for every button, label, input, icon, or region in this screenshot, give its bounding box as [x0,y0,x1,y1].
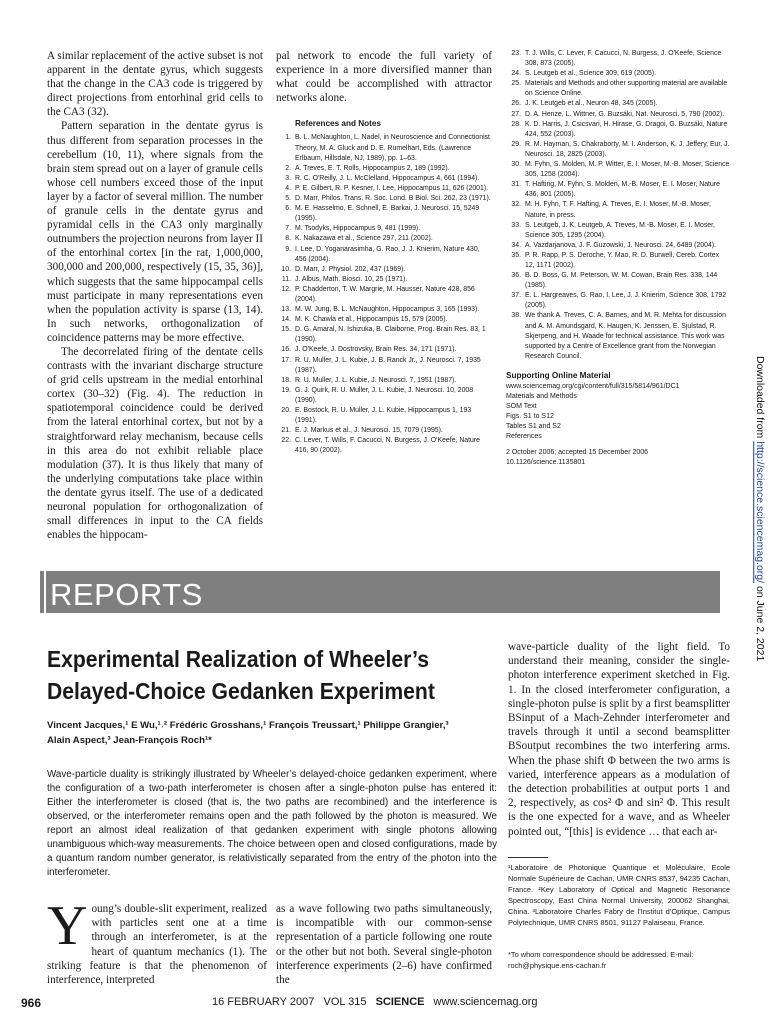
drop-cap: Y [47,895,88,957]
reference-number: 15. [281,326,291,334]
reference-text: D. G. Amaral, N. Ishizuka, B. Claiborne, Prog. Brain Res. 83, 1 (1990). [295,326,486,344]
som-item: References [506,432,542,440]
reference-item [506,291,730,311]
reference-item [506,311,730,361]
reference-item [276,164,492,174]
reports-banner [36,571,720,613]
reference-text: M. Fyhn, S. Molden, M. P. Witter, E. I. Moser, M.-B. Moser, Science 305, 1258 (2004). [525,161,730,179]
reference-text: Materials and Methods and other supporting material are available on Science Online. [525,80,728,98]
reference-text: J. O'Keefe, J. Dostrovsky, Brain Res. 34, 171 (1971). [295,346,457,354]
reference-text: I. Lee, D. Yoganarasimha, G. Rao, J. J. Knierim, Nature 430, 456 (2004). [295,245,480,263]
top-left-column [47,49,263,542]
reference-text: We thank A. Treves, C. A. Barnes, and M. R. Mehta for discussion and A. M. Amundsgard, K. Haugen, K. Jenssen, E. Sjulstad, R. Skjerpeng, and H. Waade for technical assistance. This work was supported by a Centre of Excellence grant from the Norwegian Research Council. [525,312,726,360]
som-item: SOM Text [506,402,537,410]
correspondence-note: *To whom correspondence should be addressed. E-mail: roch@physique.ens-cachan.fr [508,950,694,970]
abstract: Wave-particle duality is strikingly illustrated by Wheeler’s delayed-choice gedanken experiment, where the configuration of a two-path interferometer is chosen after a single-photon pulse has entered it: Either the interferometer is closed (that is, the two paths are recombined) and the interference is observed, or the interferometer remains open and the path followed by the photon is measured. We report an almost ideal realization of that gedanken experiment with single photons allowing unambiguous which-way measurements. The choice between open and closed configurations, made by a quantum random number generator, is relativistically separated from the entry of the photon into the interferometer. [47,769,497,878]
paragraph: pal network to encode the full variety of experience in a more diversified manner than what could be accomplished with attractor networks alone. [276,50,492,105]
reference-number: 37. [511,292,521,300]
reference-item [276,325,492,345]
issue-date: 16 FEBRUARY 2007 [212,996,315,1008]
reference-item [276,436,492,456]
received-accepted-dates [506,448,730,468]
reference-number: 20. [281,407,291,414]
reference-number: 13. [281,306,291,314]
reference-item [276,275,492,285]
reference-item [506,69,730,79]
reference-number: 14. [281,316,291,324]
reference-text: B. D. Boss, G. M. Peterson, W. M. Cowan, Brain Res. 338, 144 (1985). [525,272,718,290]
title-line: Delayed-Choice Gedanken Experiment [47,678,435,704]
reference-item [506,180,730,200]
reference-number: 2. [285,164,291,172]
reference-text: J. K. Leutgeb et al., Neuron 48, 345 (2005). [525,100,658,108]
authors-line: Alain Aspect,³ Jean-François Roch¹* [47,735,212,746]
reference-text: R. M. Hayman, S. Chakraborty, M. I. Anderson, K. J. Jeffery, Eur. J. Neurosci. 18, 2825 (2003). [525,140,730,158]
reference-number: 35. [511,251,521,259]
reference-item [276,133,492,163]
download-link[interactable]: http://science.sciencemag.org/ [754,441,766,584]
reference-number: 29. [511,140,521,148]
paragraph: The decorrelated firing of the dentate cells contrasts with the invariant discharge structure of grid cells upstream in the medial entorhinal cortex (30–32) (Fig. 4). The reduction in spatiotemporal coincidence could be derived from the lateral entorhinal cortex, but not by a straightforward relay mechanism, because cells in this area do not exhibit reliable place modulation (37). It is thus likely that many of the underlying computations take place within the dentate gyrus itself. The use of a dedicated neuronal population for orthogonalization of small differences in input to the CA fields enables the hippocam- [47,345,263,542]
reference-number: 24. [511,70,521,78]
reference-text: S. Leutgeb, J. K. Leutgeb, A. Treves, M.-B. Moser, E. I. Moser, Science 305, 1295 (2004). [525,221,715,239]
body-column-middle: as a wave following two paths simultaneously, is incompatible with our common-sense representation of a particle following one route or the other but not both. Several single-photon interference experiments (2–6) have confirmed the [276,903,492,987]
reference-text: K. D. Harris, J. Csicsvari, H. Hirase, G. Dragoi, G. Buzsáki, Nature 424, 552 (2003). [525,120,728,138]
banner-mark [36,571,40,613]
reference-item [276,245,492,265]
som-item: Figs. S1 to S12 [506,412,554,420]
reference-number: 17. [281,356,291,364]
reference-item [506,271,730,291]
paragraph: Pattern separation in the dentate gyrus is thus different from separation processes in the cerebellum (10, 11), where signals from the brain stem spread out on a layer of granule cells whose cell numbers exceed those of the input layer by a factor of several million. The number of granule cells in the dentate gyrus and pyramidal cells in the CA3 only marginally outnumbers the projection neurons from layer II of the entorhinal cortex [in the rat, 1,000,000, 300,000 and 200,000, respectively (15, 35, 36)], which suggests that the same hippocampal cells must participate in many representations even when the population activity is sparse (13, 14). In such networks, orthogonalization of coincidence patterns may be more effective. [47,120,263,344]
reference-number: 34. [511,241,521,249]
body-text: oung’s double-slit experiment, realized with particles sent one at a time through an interferometer, is at the heart of quantum mechanics (1). The striking feature is that the phenomenon of interference, interpreted [47,903,267,987]
footnote-rule [508,857,548,858]
reference-text: E. Bostock, R. U. Muller, J. L. Kubie, Hippocampus 1, 193 (1991). [295,407,472,425]
reference-number: 27. [511,110,521,118]
reference-number: 5. [285,195,291,203]
body-column-right: wave-particle duality of the light field. To understand their meaning, consider the single-photon interference experiment sketched in Fig. 1. In the closed interferometer configuration, a single-photon pulse is split by a first beamsplitter BSinput of a Mach-Zehnder interferometer and travels through it until a second beamsplitter BSoutput recombines the two interfering arms. When the phase shift Φ between the two arms is varied, interference appears as a modulation of the detection probabilities at output ports 1 and 2, respectively, as cos² Φ and sin² Φ. This result is the one expected for a wave, and as Wheeler pointed out, “[this] is evidence … that each ar- [508,641,730,838]
reference-number: 33. [511,221,521,229]
reference-text: J. Albus, Math. Biosci. 10, 25 (1971). [295,275,408,283]
reference-number: 38. [511,312,521,320]
reference-text: B. L. McNaughton, L. Nadel, in Neuroscience and Connectionist Theory, M. A. Gluck and D. E. Rumelhart, Eds. (Lawrence Erlbaum, Hillsdale, NJ, 1989), pp. 1–63. [295,134,490,162]
reference-item [276,345,492,355]
reference-item [276,406,492,426]
reference-item [506,120,730,140]
footer-info [212,996,537,1008]
reference-text: M. Tsodyks, Hippocampus 9, 481 (1999). [295,225,421,233]
reference-item [276,174,492,184]
reference-text: R. C. O'Reilly, J. L. McClelland, Hippocampus 4, 661 (1994). [295,174,480,182]
reference-number: 16. [281,346,291,354]
reference-number: 4. [285,184,291,192]
reference-number: 6. [285,205,291,213]
journal-name: SCIENCE [375,996,425,1008]
dates-line: 2 October 2006; accepted 15 December 2006 [506,448,649,456]
reference-text: M. K. Chawla et al., Hippocampus 15, 579 (2005). [295,316,448,324]
reference-item [506,160,730,180]
reference-item [276,265,492,275]
reference-number: 25. [511,80,521,88]
reference-number: 19. [281,386,291,394]
title-line: Experimental Realization of Wheeler’s [47,646,429,672]
reference-number: 1. [285,134,291,142]
reference-item [506,99,730,109]
reference-number: 9. [285,245,291,253]
reference-number: 32. [511,201,521,209]
reference-text: M. W. Jung, B. L. McNaughton, Hippocampus 3, 165 (1993). [295,306,480,314]
download-prefix: Downloaded from [754,356,766,442]
reference-text: D. A. Henze, L. Wittner, G. Buzsáki, Nat. Neurosci. 5, 790 (2002). [525,110,725,118]
affiliations: ¹Laboratoire de Photonique Quantique et Moléculaire, Ecole Normale Supérieure de Cachan, UMR CNRS 8537, 94235 Cachan, France. ²Key Laboratory of Optical and Magnetic Resonance Spectroscopy, East China Normal University, 200062 Shanghai, China. ³Laboratoire Charles Fabry de l’Institut d’Optique, Campus Polytechnique, UMR CNRS 8501, 91127 Palaiseau, France. [508,863,730,927]
som-list [506,382,730,442]
reference-item [276,234,492,244]
reference-number: 8. [285,235,291,243]
reference-item [506,79,730,99]
reference-text: G. J. Quirk, R. U. Muller, J. L. Kubie, J. Neurosci. 10, 2008 (1990). [295,386,474,404]
reference-text: C. Lever, T. Wills, F. Cacucci, N. Burgess, J. O'Keefe, Nature 416, 90 (2002). [295,437,480,455]
reference-number: 3. [285,174,291,182]
banner-mark [44,571,46,613]
authors-line: Vincent Jacques,¹ E Wu,¹˒² Frédéric Grosshans,¹ François Treussart,¹ Philippe Grangier,³ [47,720,449,731]
reference-text: E. J. Markus et al., J. Neurosci. 15, 7079 (1995). [295,427,443,435]
reference-number: 18. [281,376,291,384]
reference-item [506,49,730,69]
reference-item [276,204,492,224]
top-middle-column [276,49,492,456]
reference-item [276,426,492,436]
reference-item [276,356,492,376]
reference-item [506,140,730,160]
reference-text: M. E. Hasselmo, E. Schnell, E. Barkai, J. Neurosci. 15, 5249 (1995). [295,205,480,223]
paragraph: A similar replacement of the active subset is not apparent in the dentate gyrus, which suggests that the change in the CA3 code is triggered by direct projections from entorhinal grid cells to the CA3 (32). [47,50,263,119]
reference-item [276,194,492,204]
section-title: REPORTS [50,577,203,612]
reference-number: 10. [281,265,291,273]
som-item: Materials and Methods [506,392,577,400]
top-right-column [506,49,730,468]
reference-item [276,315,492,325]
reference-text: T. Hafting, M. Fyhn, S. Molden, M.-B. Moser, E. I. Moser, Nature 436, 801 (2005). [525,181,720,199]
reference-item [276,224,492,234]
reference-text: R. U. Muller, J. L. Kubie, J. Neurosci. 7, 1951 (1987). [295,376,457,384]
references-list [276,133,492,456]
reference-text: T. J. Wills, C. Lever, F. Cacucci, N. Burgess, J. O'Keefe, Science 308, 873 (2005). [525,50,722,68]
som-item[interactable]: www.sciencemag.org/cgi/content/full/315/5814/961/DC1 [506,382,680,390]
reference-text: S. Leutgeb et al., Science 309, 619 (2005). [525,70,657,78]
reference-text: M. H. Fyhn, T. F. Hafting, A. Treves, E. I. Moser, M.-B. Moser, Nature, in press. [525,201,711,219]
article-title [47,643,497,707]
reference-item [276,386,492,406]
reference-item [506,221,730,241]
reference-number: 36. [511,272,521,280]
volume: VOL 315 [323,996,367,1008]
reference-text: K. Nakazawa et al., Science 297, 211 (2002). [295,235,433,243]
journal-url[interactable]: www.sciencemag.org [433,996,538,1008]
references-list-continued [506,49,730,362]
reference-number: 23. [511,50,521,57]
page-footer [0,993,768,1013]
reference-text: P. Chadderton, T. W. Margrie, M. Hausser, Nature 428, 856 (2004). [295,285,475,303]
reference-item [276,184,492,194]
reference-text: A. Treves, E. T. Rolls, Hippocampus 2, 189 (1992). [295,164,450,172]
reference-text: D. Marr, J. Physiol. 202, 437 (1969). [295,265,406,273]
reference-number: 21. [281,427,291,435]
reference-number: 31. [511,181,521,189]
download-suffix: on June 2, 2021 [754,583,766,662]
reference-number: 11. [281,275,291,283]
reference-text: R. U. Muller, J. L. Kubie, J. B. Ranck Jr., J. Neurosci. 7, 1935 (1987). [295,356,481,374]
reference-number: 26. [511,100,521,108]
reference-number: 7. [285,225,291,233]
reference-text: A. Vazdarjanova, J. F. Guzowski, J. Neurosci. 24, 6489 (2004). [525,241,716,249]
reference-text: D. Marr, Philos. Trans. R. Soc. Lond. B Biol. Sci. 262, 23 (1971). [295,195,491,203]
reference-text: E. L. Hargreaves, G. Rao, I. Lee, J. J. Knierim, Science 308, 1792 (2005). [525,292,727,310]
som-item: Tables S1 and S2 [506,422,561,430]
reference-item [506,110,730,120]
doi: 10.1126/science.1135801 [506,458,586,466]
som-heading: Supporting Online Material [506,370,611,380]
reference-item [506,241,730,251]
reference-item [276,305,492,315]
reference-number: 22. [281,437,291,445]
reference-item [506,200,730,220]
reference-number: 30. [511,161,521,169]
references-heading: References and Notes [295,119,382,129]
reference-number: 28. [511,120,521,128]
page-number: 966 [21,996,42,1010]
author-list [47,718,497,748]
reference-text: P. R. Rapp, P. S. Deroche, Y. Mao, R. D. Burwell, Cereb. Cortex 12, 1171 (2002). [525,251,720,269]
reference-text: P. E. Gilbert, R. P. Kesner, I. Lee, Hippocampus 11, 626 (2001). [295,184,489,192]
body-column-left [47,895,267,987]
download-notice [746,356,766,662]
reference-item [276,376,492,386]
reference-item [276,285,492,305]
reference-number: 12. [281,285,291,293]
reference-item [506,251,730,271]
